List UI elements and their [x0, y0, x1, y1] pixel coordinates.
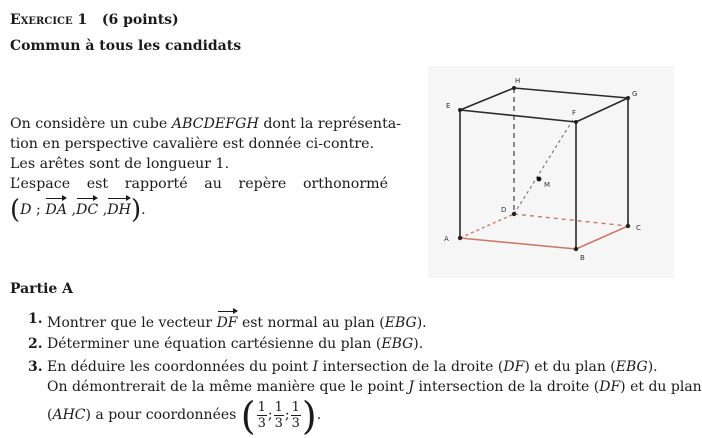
- intro-word: orthonormé: [302, 176, 388, 192]
- line-name: DF: [503, 359, 525, 375]
- question-text: .: [316, 407, 322, 423]
- fraction-denominator: 3: [257, 415, 266, 431]
- question-number: 3.: [28, 359, 43, 375]
- part-a-heading: Partie A: [10, 281, 74, 297]
- edge-ab: [460, 238, 576, 249]
- question-text: ) et du plan (: [524, 359, 616, 375]
- edge-fg: [576, 98, 628, 122]
- label-b: B: [580, 254, 585, 262]
- frame-vector-dh: DH: [107, 196, 131, 220]
- fraction-numerator: 1: [257, 399, 266, 415]
- cube-diagram: [428, 66, 674, 278]
- frame-origin: D: [20, 202, 32, 218]
- question-text: intersection de la droite (: [414, 379, 600, 395]
- exercise-title: [10, 12, 179, 28]
- question-text: En déduire les coordonnées du point: [47, 359, 313, 375]
- edge-ef: [460, 110, 576, 122]
- vertex-b: [574, 247, 578, 251]
- segment-df: [514, 118, 574, 214]
- left-paren: (: [240, 394, 256, 438]
- label-c: C: [636, 224, 641, 232]
- right-paren: ): [301, 394, 317, 438]
- question-2: [28, 334, 423, 355]
- fraction: [274, 401, 284, 430]
- intro-line-2: tion en perspective cavalière est donnée ci-contre.: [10, 136, 375, 152]
- coord-separator: ;: [267, 407, 273, 423]
- fraction-denominator: 3: [291, 415, 300, 431]
- question-text: ) et du plan: [620, 379, 702, 395]
- intro-word: est: [86, 176, 109, 192]
- label-m: M: [544, 181, 551, 189]
- plane-name: EBG: [615, 359, 648, 375]
- edge-dc: [514, 214, 628, 226]
- audience-heading: Commun à tous les candidats: [10, 38, 242, 54]
- vertex-a: [458, 236, 462, 240]
- left-paren: (: [10, 195, 21, 225]
- right-paren: ): [131, 195, 142, 225]
- question-text: intersection de la droite (: [318, 359, 504, 375]
- label-e: E: [446, 102, 451, 110]
- question-1-text: [47, 315, 427, 331]
- vertex-d: [512, 212, 516, 216]
- frame-end: .: [141, 202, 146, 218]
- intro-word: rapporté: [124, 176, 188, 192]
- point-name: I: [312, 359, 319, 375]
- label-h: H: [515, 77, 521, 85]
- vertex-g: [626, 96, 630, 100]
- question-text: Déterminer une équation cartésienne du plan (: [47, 336, 382, 352]
- question-3-line-3: [47, 394, 322, 438]
- intro-line-4: [10, 174, 388, 194]
- frame-vector-dc: DC: [76, 196, 98, 220]
- intro-paragraph: [10, 114, 402, 225]
- vertex-c: [626, 224, 630, 228]
- coord-separator: ;: [284, 407, 290, 423]
- fraction-denominator: 3: [274, 415, 283, 431]
- question-text: ).: [416, 315, 427, 331]
- question-2-text: [47, 336, 423, 352]
- intro-line-3: Les arêtes sont de longueur 1.: [10, 156, 230, 172]
- vector-df: DF: [217, 309, 238, 334]
- edge-eh: [460, 88, 514, 110]
- question-text: est normal au plan (: [237, 315, 385, 331]
- vertex-h: [512, 86, 516, 90]
- intro-word: au: [204, 176, 222, 192]
- question-text: ) a pour coordonnées: [85, 407, 241, 423]
- question-3-line-2: [47, 377, 702, 398]
- intro-text: dont la représenta-: [258, 116, 402, 132]
- fraction-numerator: 1: [291, 399, 300, 415]
- plane-name: EBG: [381, 336, 414, 352]
- question-1: [28, 309, 427, 334]
- point-m: [537, 177, 542, 182]
- exercise-points: (6 points): [101, 12, 179, 28]
- question-3-line-1: [47, 359, 658, 375]
- question-text: (: [47, 407, 53, 423]
- edge-hg: [514, 88, 628, 98]
- question-text: ).: [647, 359, 658, 375]
- intro-line-1: [10, 114, 402, 134]
- exercise-label: Exercice 1: [10, 12, 88, 28]
- label-g: G: [632, 90, 638, 98]
- question-text: Montrer que le vecteur: [47, 315, 217, 331]
- point-name: J: [408, 379, 414, 395]
- cube-name: ABCDEFGH: [171, 116, 259, 132]
- vertex-f: [574, 120, 578, 124]
- frame-separator: ;: [36, 202, 41, 218]
- vertex-e: [458, 108, 462, 112]
- edge-bc: [576, 226, 628, 249]
- frame-definition: (D ; DA ,DC ,DH).: [10, 195, 146, 225]
- question-3: [28, 357, 658, 378]
- question-text: ).: [413, 336, 424, 352]
- label-a: A: [444, 235, 449, 243]
- fraction-numerator: 1: [274, 399, 283, 415]
- label-d: D: [501, 206, 507, 214]
- question-text: On démontrerait de la même manière que le point: [47, 379, 409, 395]
- question-number: 2.: [28, 336, 43, 352]
- plane-name: EBG: [384, 315, 417, 331]
- intro-word: L’espace: [10, 176, 71, 192]
- intro-word: repère: [238, 176, 287, 192]
- label-f: F: [572, 109, 577, 117]
- frame-vector-da: DA: [45, 196, 67, 220]
- line-name: DF: [599, 379, 621, 395]
- intro-text: On considère un cube: [10, 116, 172, 132]
- question-number: 1.: [28, 311, 43, 327]
- fraction: [291, 401, 301, 430]
- edge-ad: [460, 214, 514, 238]
- fraction: [257, 401, 267, 430]
- cube-figure: [428, 66, 674, 278]
- plane-name: AHC: [52, 407, 86, 423]
